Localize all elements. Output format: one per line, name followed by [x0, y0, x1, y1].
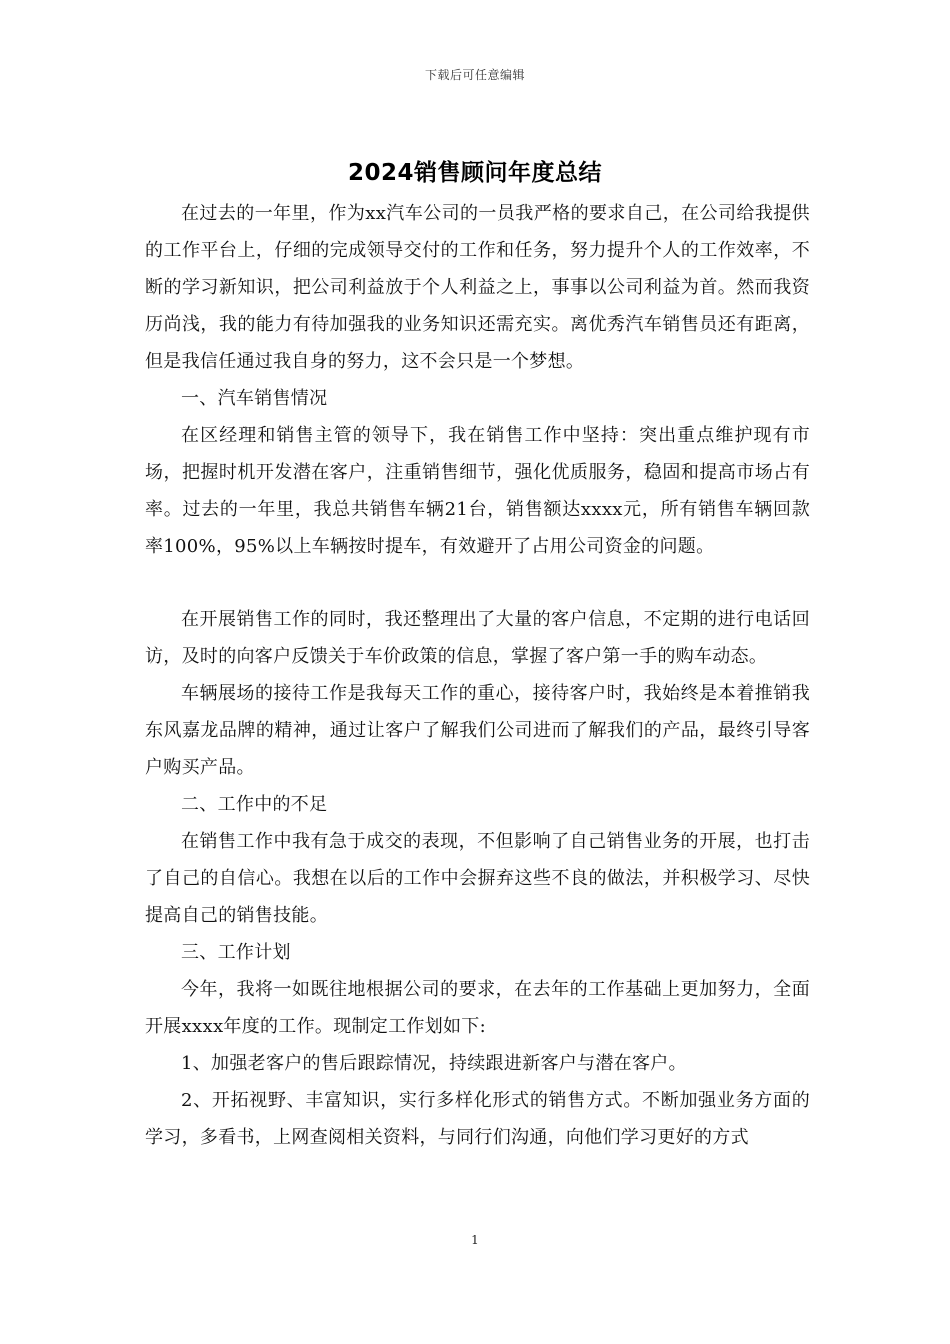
plan-item-1: 1、加强老客户的售后跟踪情况，持续跟进新客户与潜在客户。: [181, 1053, 687, 1074]
paragraph-customer-info: 在开展销售工作的同时，我还整理出了大量的客户信息，不定期的进行电话回访，及时的向客户反馈关于车价政策的信息，掌握了客户第一手的购车动态。: [145, 609, 810, 667]
paragraph-plan-intro: 今年，我将一如既往地根据公司的要求，在去年的工作基础上更加努力，全面开展xxxx年度的工作。现制定工作划如下:: [145, 979, 810, 1037]
section-heading-plan: 三、工作计划: [181, 942, 291, 963]
paragraph-intro: 在过去的一年里，作为xx汽车公司的一员我严格的要求自己，在公司给我提供的工作平台上，仔细的完成领导交付的工作和任务，努力提升个人的工作效率，不断的学习新知识，把公司利益放于个人利益之上，事事以公司利益为首。然而我资历尚浅，我的能力有待加强我的业务知识还需充实。离优秀汽车销售员还有距离，但是我信任通过我自身的努力，这不会只是一个梦想。: [145, 203, 810, 372]
document-title: 2024销售顾问年度总结: [347, 160, 602, 186]
paragraph-showroom: 车辆展场的接待工作是我每天工作的重心，接待客户时，我始终是本着推销我东风嘉龙品牌的精神，通过让客户了解我们公司进而了解我们的产品，最终引导客户购买产品。: [145, 683, 810, 778]
paragraph-sales-results: 在区经理和销售主管的领导下，我在销售工作中坚持：突出重点维护现有市场，把握时机开发潜在客户，注重销售细节，强化优质服务，稳固和提高市场占有率。过去的一年里，我总共销售车辆21台，销售额达xxxx元，所有销售车辆回款率100%，95%以上车辆按时提车，有效避开了占用公司资金的问题。: [145, 425, 810, 557]
section-heading-shortcomings: 二、工作中的不足: [181, 794, 328, 815]
document-body: [145, 195, 810, 1156]
page-number: 1: [471, 1233, 479, 1247]
plan-item-2: 2、开拓视野、丰富知识，实行多样化形式的销售方式。不断加强业务方面的学习，多看书，上网查阅相关资料，与同行们沟通，向他们学习更好的方式: [145, 1090, 810, 1148]
blank-line: [145, 565, 810, 601]
section-heading-sales: 一、汽车销售情况: [181, 388, 328, 409]
header-note: 下载后可任意编辑: [424, 68, 525, 82]
paragraph-shortcomings: 在销售工作中我有急于成交的表现，不但影响了自己销售业务的开展，也打击了自己的自信心。我想在以后的工作中会摒弃这些不良的做法，并积极学习、尽快提高自己的销售技能。: [145, 831, 810, 926]
